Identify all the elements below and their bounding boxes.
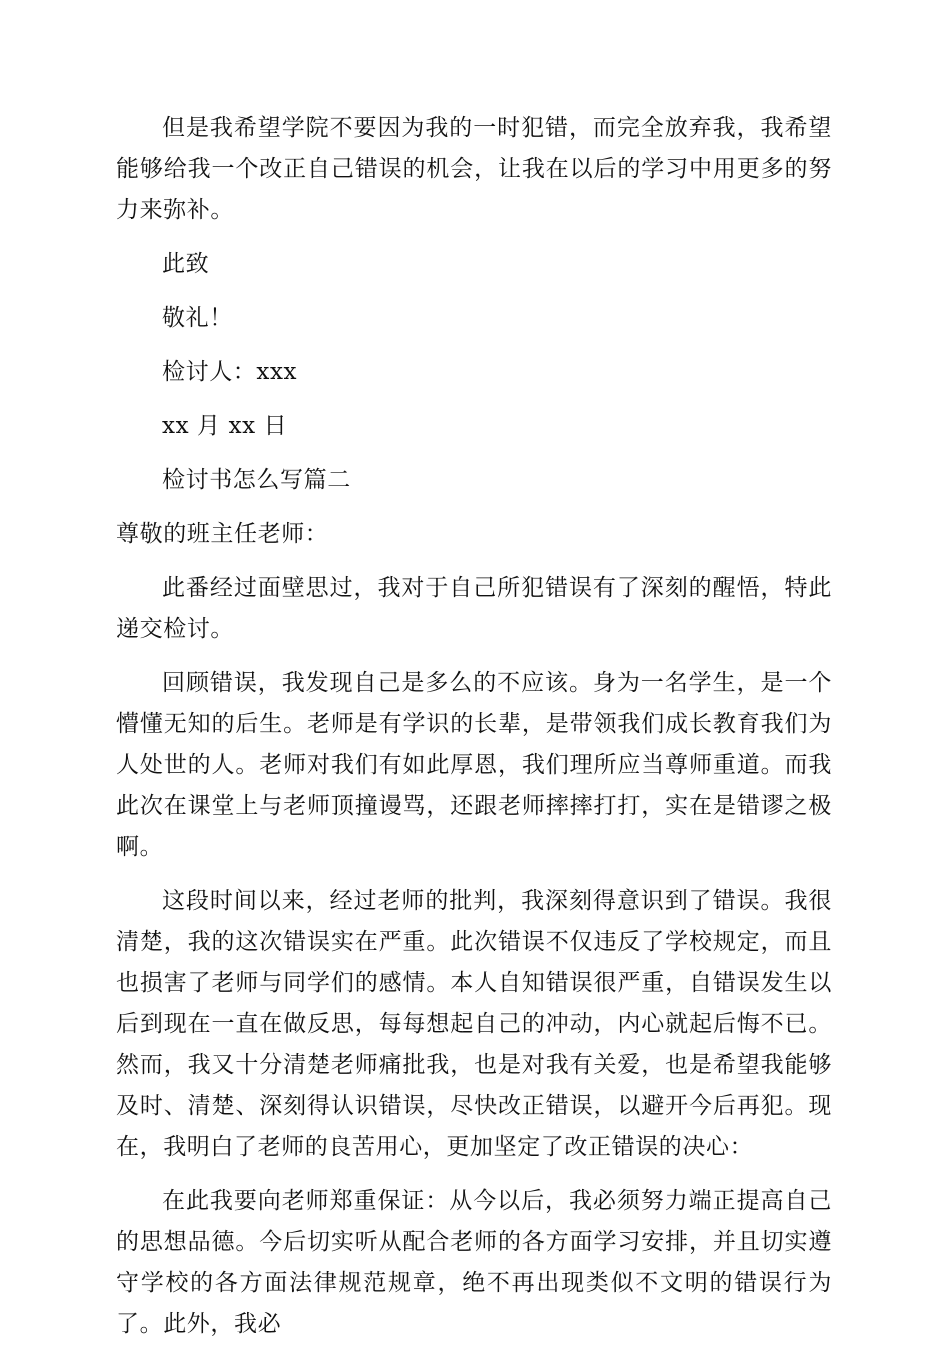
document-body: [116, 108, 832, 1358]
signer-line: 检讨人：xxx: [162, 359, 298, 385]
date-line: xx 月 xx 日: [162, 413, 288, 439]
salutation: 尊敬的班主任老师：: [116, 521, 329, 547]
section-title: 检讨书怎么写篇二: [162, 467, 351, 493]
paragraph-apology-request: 但是我希望学院不要因为我的一时犯错，而完全放弃我，我希望能够给我一个改正自己错误的机会，让我在以后的学习中用更多的努力来弥补。: [116, 115, 832, 223]
paragraph-promise: 在此我要向老师郑重保证：从今以后，我必须努力端正提高自己的思想品德。今后切实听从配合老师的各方面学习安排，并且切实遵守学校的各方面法律规范规章，绝不再出现类似不文明的错误行为了。此外，我必: [116, 1188, 832, 1337]
paragraph-realization: 这段时间以来，经过老师的批判，我深刻得意识到了错误。我很清楚，我的这次错误实在严重。此次错误不仅违反了学校规定，而且也损害了老师与同学们的感情。本人自知错误很严重，自错误发生以后到现在一直在做反思，每每想起自己的冲动，内心就起后悔不已。然而，我又十分清楚老师痛批我，也是对我有关爱，也是希望我能够及时、清楚、深刻得认识错误，尽快改正错误，以避开今后再犯。现在，我明白了老师的良苦用心，更加坚定了改正错误的决心：: [116, 888, 832, 1160]
paragraph-reflection: 此番经过面壁思过，我对于自己所犯错误有了深刻的醒悟，特此递交检讨。: [116, 575, 832, 642]
closing-jingli: 敬礼！: [162, 305, 233, 331]
closing-cizhi: 此致: [162, 251, 210, 277]
paragraph-review-mistake: 回顾错误，我发现自己是多么的不应该。身为一名学生，是一个懵懂无知的后生。老师是有学识的长辈，是带领我们成长教育我们为人处世的人。老师对我们有如此厚恩，我们理所应当尊师重道。而我此次在课堂上与老师顶撞谩骂，还跟老师摔摔打打，实在是错谬之极啊。: [116, 670, 832, 860]
